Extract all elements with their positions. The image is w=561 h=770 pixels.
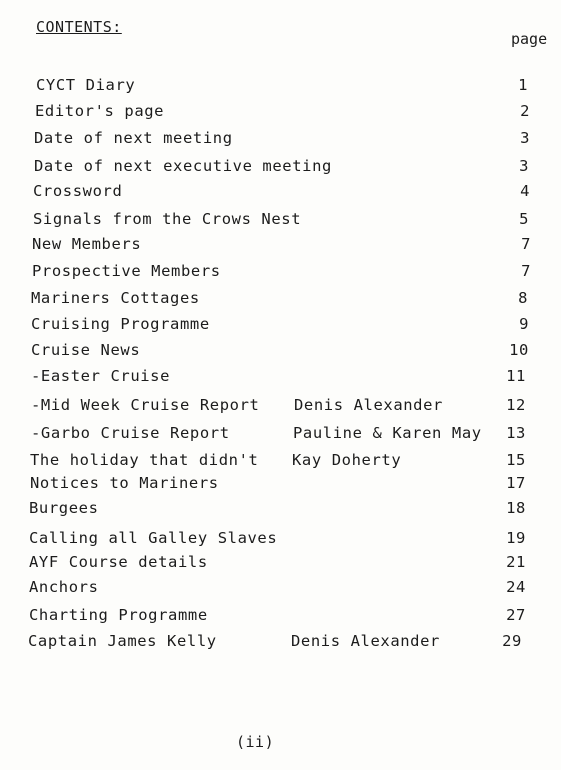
toc-entry-page-number: 4: [520, 182, 530, 200]
toc-entry: [0, 632, 561, 656]
toc-entry-title: Calling all Galley Slaves: [29, 529, 278, 547]
page-number-footer: (ii): [236, 733, 275, 751]
toc-entry: [0, 102, 561, 126]
toc-entry-author: Denis Alexander: [291, 632, 440, 650]
toc-entry: [0, 315, 561, 339]
toc-entry-title: Cruising Programme: [31, 315, 210, 333]
toc-entry-title: Captain James Kelly: [28, 632, 217, 650]
toc-entry-page-number: 11: [506, 367, 526, 385]
toc-entry-title: Date of next executive meeting: [34, 157, 332, 175]
toc-entry-page-number: 8: [518, 289, 528, 307]
toc-entry-page-number: 27: [506, 606, 526, 624]
toc-entry-title: Prospective Members: [32, 262, 221, 280]
toc-entry: [0, 529, 561, 553]
toc-entry-page-number: 1: [518, 76, 528, 94]
toc-entry: [0, 474, 561, 498]
toc-entry-page-number: 3: [519, 157, 529, 175]
toc-entry-page-number: 24: [506, 578, 526, 596]
toc-entry-title: Mariners Cottages: [31, 289, 200, 307]
toc-entry-page-number: 7: [521, 235, 531, 253]
page-column-label: page: [511, 30, 548, 48]
toc-entry-title: CYCT Diary: [36, 76, 136, 94]
toc-entry-page-number: 7: [521, 262, 531, 280]
toc-entry-page-number: 29: [502, 632, 522, 650]
toc-entry: [0, 451, 561, 475]
toc-entry: [0, 499, 561, 523]
toc-entry: [0, 341, 561, 365]
toc-entry: [0, 76, 561, 100]
toc-entry-title: Crossword: [33, 182, 123, 200]
toc-entry: [0, 210, 561, 234]
toc-entry-title: -Easter Cruise: [31, 367, 171, 385]
toc-entry: [0, 129, 561, 153]
toc-entry-title: Signals from the Crows Nest: [33, 210, 302, 228]
contents-heading: CONTENTS:: [36, 18, 122, 36]
toc-entry-title: Charting Programme: [29, 606, 208, 624]
toc-entry-page-number: 3: [520, 129, 530, 147]
toc-entry: [0, 157, 561, 181]
toc-entry-page-number: 17: [506, 474, 526, 492]
toc-entry: [0, 182, 561, 206]
toc-entry-page-number: 2: [520, 102, 530, 120]
toc-entry: [0, 289, 561, 313]
toc-entry-page-number: 12: [506, 396, 526, 414]
toc-entry-page-number: 15: [506, 451, 526, 469]
toc-entry: [0, 396, 561, 420]
toc-entry-title: The holiday that didn't: [30, 451, 259, 469]
toc-entry-title: Cruise News: [31, 341, 141, 359]
toc-entry: [0, 424, 561, 448]
toc-entry: [0, 606, 561, 630]
toc-entry: [0, 235, 561, 259]
toc-entry-author: Kay Doherty: [292, 451, 402, 469]
toc-entry: [0, 578, 561, 602]
toc-entry-title: AYF Course details: [29, 553, 208, 571]
toc-entry-page-number: 5: [519, 210, 529, 228]
toc-entry: [0, 367, 561, 391]
toc-entry-title: -Garbo Cruise Report: [31, 424, 230, 442]
toc-entry-title: -Mid Week Cruise Report: [31, 396, 260, 414]
toc-entry-title: Burgees: [29, 499, 99, 517]
toc-entry-title: Editor's page: [35, 102, 165, 120]
toc-entry-page-number: 9: [519, 315, 529, 333]
toc-entry-author: Denis Alexander: [294, 396, 443, 414]
toc-entry-page-number: 18: [506, 499, 526, 517]
toc-entry-title: New Members: [32, 235, 142, 253]
toc-entry-page-number: 19: [506, 529, 526, 547]
toc-entry-title: Anchors: [29, 578, 99, 596]
toc-entry-page-number: 10: [509, 341, 529, 359]
toc-entry-title: Date of next meeting: [34, 129, 233, 147]
toc-entry-page-number: 13: [506, 424, 526, 442]
toc-entry: [0, 553, 561, 577]
toc-entry-page-number: 21: [506, 553, 526, 571]
toc-entry: [0, 262, 561, 286]
toc-entry-author: Pauline & Karen May: [293, 424, 482, 442]
toc-entry-title: Notices to Mariners: [30, 474, 219, 492]
